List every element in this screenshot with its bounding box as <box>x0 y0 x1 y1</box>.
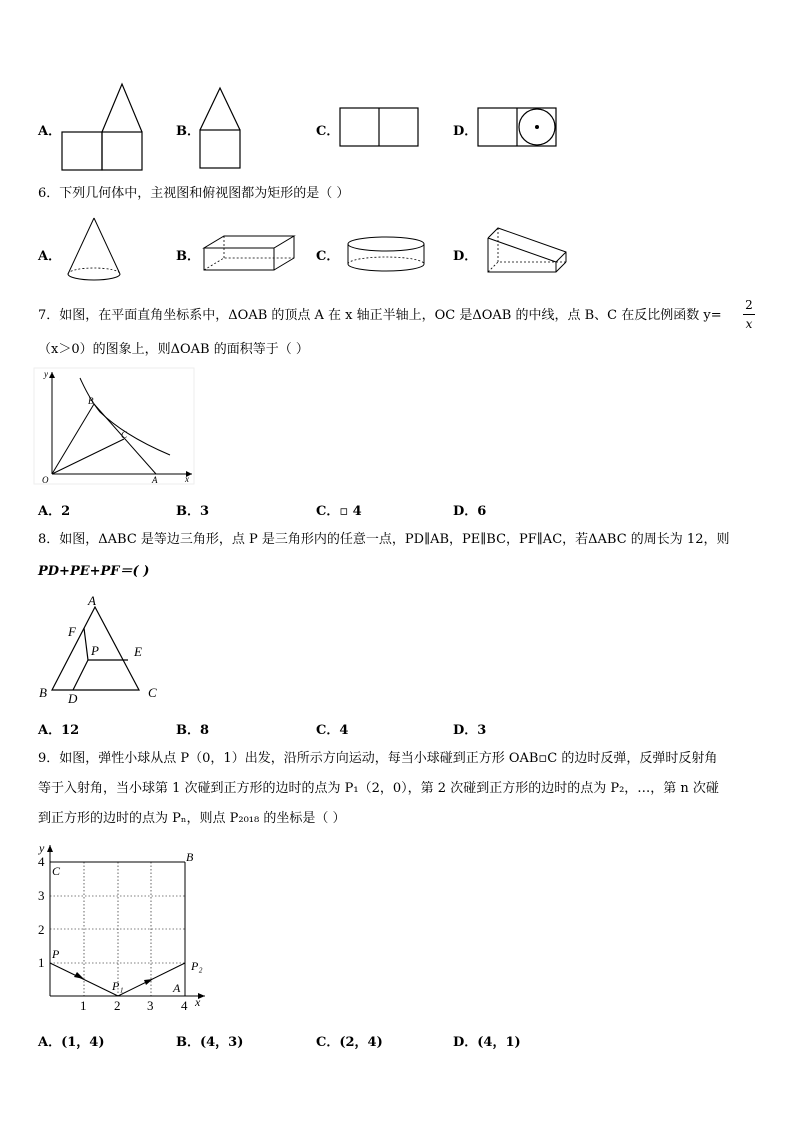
q8-point-b: B <box>39 685 47 700</box>
q9-y-axis-label: y <box>39 841 45 855</box>
q9-stem-line1: 9．如图，弹性小球从点 P（0，1）出发，沿所示方向运动，每当小球碰到正方形 OAB▫C 的边时反弹，反弹时反射角 <box>38 751 718 766</box>
q8-option-d: D．3 <box>453 723 487 738</box>
q9-ytick-3: 3 <box>38 888 45 903</box>
q7-option-b: B．3 <box>176 504 210 519</box>
q7-point-c: C <box>121 430 128 440</box>
q7-fraction-denominator: x <box>745 317 753 331</box>
q8-point-f: F <box>68 624 76 639</box>
q9-point-b: B <box>186 850 194 864</box>
q9-stem-line2: 等于入射角，当小球第 1 次碰到正方形的边时的点为 P₁（2，0），第 2 次碰到正方形的边时的点为 P₂，…，第 n 次碰 <box>38 781 719 796</box>
q9-ytick-1: 1 <box>38 955 45 970</box>
q6-option-a-label: A． <box>38 249 62 264</box>
q8-option-b: B．8 <box>176 723 210 738</box>
q5-option-a-label: A． <box>38 124 62 139</box>
q8-option-a: A．12 <box>38 723 80 738</box>
q8-stem-line1: 8．如图，ΔABC 是等边三角形，点 P 是三角形内的任意一点，PD∥AB，PE∥BC，PF∥AC，若ΔABC 的周长为 12，则 <box>38 532 730 547</box>
q9-stem-line3: 到正方形的边时的点为 Pₙ，则点 P₂₀₁₈ 的坐标是（ ） <box>38 811 346 826</box>
q9-point-a: A <box>173 981 181 995</box>
q9-option-c: C．(2，4) <box>316 1035 383 1050</box>
q5-option-d-label: D． <box>453 124 478 139</box>
q9-point-p2: P₂ <box>191 959 203 973</box>
q9-xtick-4: 4 <box>181 998 188 1013</box>
q7-point-a: A <box>152 475 158 485</box>
q7-option-a: A．2 <box>38 504 71 519</box>
q7-point-b: B <box>88 396 94 406</box>
q8-point-a: A <box>88 593 96 608</box>
q7-stem-line1: 7．如图，在平面直角坐标系中，ΔOAB 的顶点 A 在 x 轴正半轴上，OC 是ΔOAB 的中线，点 B、C 在反比例函数 y= <box>38 308 722 323</box>
q9-ytick-4: 4 <box>38 854 45 869</box>
q9-xtick-1: 1 <box>80 998 87 1013</box>
q9-point-p: P <box>52 947 60 961</box>
q7-option-d: D．6 <box>453 504 487 519</box>
q9-ytick-2: 2 <box>38 922 45 937</box>
q6-stem: 6．下列几何体中，主视图和俯视图都为矩形的是（ ） <box>38 186 350 201</box>
q6-option-b-label: B． <box>176 249 200 264</box>
q7-y-axis-label: y <box>44 369 48 379</box>
q8-point-e: E <box>134 644 142 659</box>
q9-point-p1: P₁ <box>112 979 124 993</box>
q6-option-d-label: D． <box>453 249 478 264</box>
q8-point-p: P <box>91 643 99 658</box>
q9-xtick-3: 3 <box>147 998 154 1013</box>
q7-option-c: C．▫ 4 <box>316 504 362 519</box>
q9-option-b: B．(4，3) <box>176 1035 244 1050</box>
q9-xtick-2: 2 <box>114 998 121 1013</box>
q9-x-axis-label: x <box>195 995 201 1009</box>
q5-option-c-label: C． <box>316 124 340 139</box>
q5-option-b-label: B． <box>176 124 200 139</box>
q8-point-d: D <box>68 691 78 706</box>
q7-fraction-numerator: 2 <box>745 298 753 312</box>
q7-x-axis-label: x <box>185 474 189 484</box>
q8-option-c: C．4 <box>316 723 349 738</box>
q7-stem-line2: （x＞0）的图象上，则ΔOAB 的面积等于（ ） <box>38 342 309 357</box>
q8-point-c: C <box>148 685 157 700</box>
q7-point-o: O <box>42 475 49 485</box>
q9-option-d: D．(4，1) <box>453 1035 521 1050</box>
q9-option-a: A．(1，4) <box>38 1035 105 1050</box>
q9-point-c: C <box>52 864 61 878</box>
q8-stem-line2: PD+PE+PF＝( ) <box>38 564 150 579</box>
q6-option-c-label: C． <box>316 249 340 264</box>
